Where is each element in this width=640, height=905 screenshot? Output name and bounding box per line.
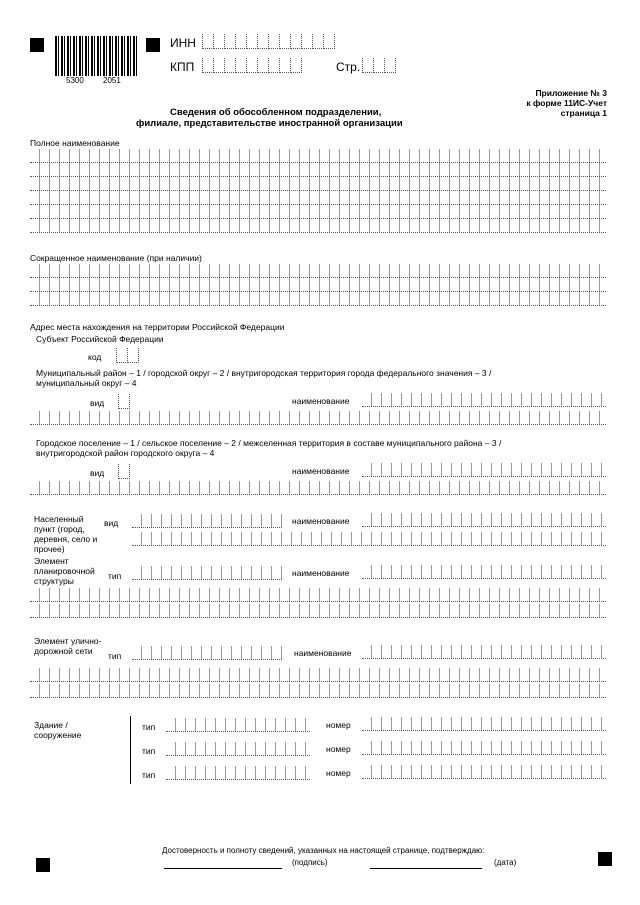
municipal-name-row-1[interactable] (362, 393, 606, 407)
date-caption: (дата) (494, 858, 517, 867)
building-number-label-2: номер (326, 744, 351, 754)
barcode-digits-left: 5300 (66, 76, 84, 85)
municipal-kind-label: вид (90, 398, 105, 408)
locality-name-row-2[interactable] (132, 532, 606, 546)
building-type-field-3[interactable] (166, 766, 310, 780)
registration-marker-top-left (30, 38, 44, 52)
signature-line[interactable] (164, 868, 282, 869)
full-name-row-4[interactable] (30, 191, 606, 205)
building-type-label-1: тип (142, 722, 156, 732)
signature-caption: (подпись) (292, 858, 328, 867)
appendix-line-2: к форме 11ИС-Учет (526, 98, 607, 108)
registration-marker-top-mid (146, 38, 160, 52)
code-label: код (88, 352, 102, 362)
inn-field[interactable] (202, 34, 335, 49)
road-name-row-2[interactable] (30, 668, 606, 682)
confirmation-text: Достоверность и полноту сведений, указанных на настоящей странице, подтверждаю: (162, 846, 485, 855)
municipal-name-row-2[interactable] (30, 411, 606, 425)
locality-kind-label: вид (104, 518, 119, 528)
road-name-label: наименование (294, 648, 352, 658)
page-label: Стр. (336, 60, 361, 74)
full-name-row-1[interactable] (30, 149, 606, 163)
page-title-line-1: Сведения об обособленном подразделении, (170, 107, 382, 118)
short-name-row-1[interactable] (30, 264, 606, 278)
settlement-name-row-2[interactable] (30, 481, 606, 495)
planning-name-row-3[interactable] (30, 604, 606, 618)
full-name-row-2[interactable] (30, 163, 606, 177)
settlement-name-label: наименование (292, 466, 350, 476)
building-type-field-2[interactable] (166, 742, 310, 756)
building-number-field-2[interactable] (362, 741, 606, 755)
road-label: Элемент улично-дорожной сети (34, 636, 102, 656)
address-heading: Адрес места нахождения на территории Российской Федерации (30, 322, 285, 332)
short-name-label: Сокращенное наименование (при наличии) (30, 253, 202, 263)
building-number-field-3[interactable] (362, 765, 606, 779)
inn-label: ИНН (170, 36, 196, 50)
planning-type-label: тип (108, 571, 122, 581)
building-number-field-1[interactable] (362, 717, 606, 731)
short-name-row-2[interactable] (30, 278, 606, 292)
full-name-label: Полное наименование (30, 138, 120, 148)
settlement-kind-field[interactable] (118, 464, 130, 479)
appendix-line-1: Приложение № 3 (535, 88, 607, 98)
municipal-kind-field[interactable] (118, 394, 130, 409)
building-type-label-3: тип (142, 770, 156, 780)
building-divider (130, 716, 131, 784)
barcode (55, 36, 137, 76)
municipal-name-label: наименование (292, 396, 350, 406)
planning-type-field[interactable] (132, 566, 282, 580)
building-number-label-1: номер (326, 720, 351, 730)
page-number-field[interactable] (362, 58, 396, 73)
building-type-field-1[interactable] (166, 718, 310, 732)
settlement-name-row-1[interactable] (362, 463, 606, 477)
building-label: Здание / сооружение (34, 720, 82, 740)
locality-kind-field[interactable] (132, 514, 282, 528)
locality-name-row-1[interactable] (362, 513, 606, 527)
road-type-label: тип (108, 651, 122, 661)
road-type-field[interactable] (132, 646, 282, 660)
planning-name-row-1[interactable] (362, 565, 606, 579)
settlement-kind-label: вид (90, 468, 105, 478)
building-type-label-2: тип (142, 746, 156, 756)
building-number-label-3: номер (326, 768, 351, 778)
registration-marker-bottom-right (598, 852, 612, 866)
registration-marker-bottom-left (36, 858, 50, 872)
planning-name-label: наименование (292, 568, 350, 578)
date-line[interactable] (370, 868, 482, 869)
full-name-row-3[interactable] (30, 177, 606, 191)
road-name-row-1[interactable] (362, 645, 606, 659)
municipal-label: Муниципальный район – 1 / городской округ – 2 / внутригородская территория города федерального значения – 3 / муниципальный округ – 4 (36, 368, 492, 388)
road-name-row-3[interactable] (30, 684, 606, 698)
short-name-row-3[interactable] (30, 292, 606, 306)
subject-code-field[interactable] (116, 348, 139, 363)
locality-label: Населенный пункт (город, деревня, село и прочее) (34, 514, 98, 554)
planning-label: Элемент планировочной структуры (34, 556, 95, 586)
page-title-line-2: филиале, представительстве иностранной организации (136, 118, 403, 129)
full-name-row-5[interactable] (30, 205, 606, 219)
barcode-digits-right: 2051 (103, 76, 121, 85)
planning-name-row-2[interactable] (30, 588, 606, 602)
kpp-label: КПП (170, 60, 195, 74)
subject-label: Субъект Российской Федерации (36, 334, 164, 344)
kpp-field[interactable] (202, 58, 302, 73)
full-name-row-6[interactable] (30, 219, 606, 233)
locality-name-label: наименование (292, 516, 350, 526)
settlement-label: Городское поселение – 1 / сельское поселение – 2 / межселенная территория в составе муниципального района – 3 / внутригородской район городского округа – 4 (36, 438, 502, 458)
appendix-line-3: страница 1 (560, 108, 607, 118)
